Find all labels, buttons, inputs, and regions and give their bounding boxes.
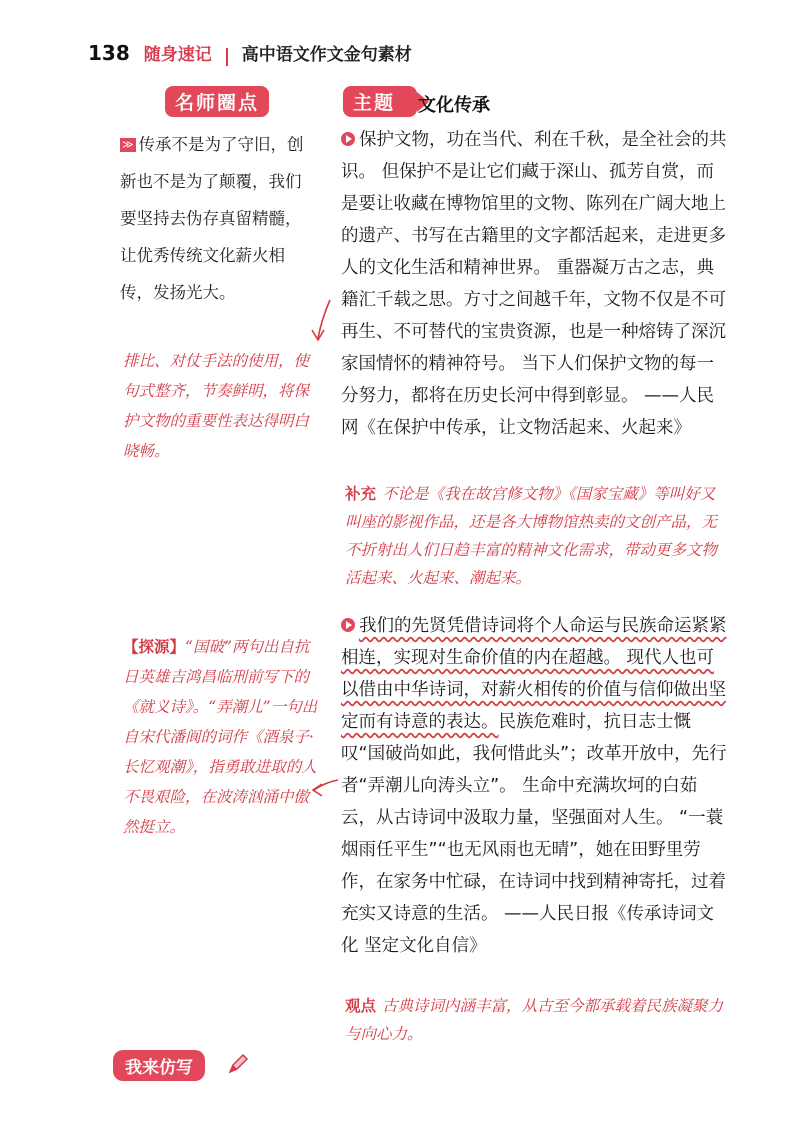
- viewpoint-tag: 观点: [345, 996, 377, 1015]
- supplement-text: 不论是《我在故宫修文物》《国家宝藏》等叫好又叫座的影视作品，还是各大博物馆热卖的文创产品，无不折射出人们日趋丰富的精神文化需求，带动更多文物活起来、火起来、潮起来。: [345, 485, 718, 587]
- passage-2-underlined: 我们的先贤凭借诗词将个人命运与民族命运紧紧相连，实现对生命价值的内在超越。 现代人也可以借由中华诗词，对薪火相传的价值与信仰做出坚定而有诗意的表达。: [341, 616, 727, 732]
- passage-1-text: 保护文物，功在当代、利在千秋，是全社会的共识。 但保护不是让它们藏于深山、孤芳自赏，而是要让收藏在博物馆里的文物、陈列在广阔大地上的遗产、书写在古籍里的文字都活起来，走进更多人的文化生活和精神世界。 重器凝万古之志，典籍汇千载之思。方寸之间越千年，文物不仅是不可再生、不可替代的宝贵资源，也是一种熔铸了深沉家国情怀的精神符号。 当下人们保护文物的每一分努力，都将在历史长河中得到彰显。 ——人民网《在保护中传承，让文物活起来、火起来》: [341, 130, 727, 438]
- left-quote-text: 传承不是为了守旧，创新也不是为了颠覆，我们要坚持去伪存真留精髓，让优秀传统文化薪火相传，发扬光大。: [120, 135, 304, 302]
- source-text: “国破”两句出自抗日英雄吉鸿昌临刑前写下的《就义诗》。“弄潮儿”一句出自宋代潘阆的词作《酒泉子·长忆观潮》，指勇敢进取的人不畏艰险，在波涛汹涌中傲然挺立。: [123, 638, 318, 836]
- supplement-tag: 补充: [345, 484, 377, 503]
- series-name: 随身速记: [143, 45, 212, 65]
- viewpoint-text: 古典诗词内涵丰富，从古至今都承载着民族凝聚力与向心力。: [345, 997, 724, 1043]
- imitate-writing-label: 我来仿写: [113, 1050, 205, 1081]
- page-number: 138: [88, 41, 130, 65]
- topic-title: 文化传承: [418, 95, 490, 116]
- passage-2-text: 民族危难时，抗日志士慨叹“国破尚如此，我何惜此头”；改革开放中，先行者“弄潮儿向涛头立”。 生命中充满坎坷的白茹云，从古诗词中汲取力量，坚强面对人生。 “一蓑烟雨任平生”“也无风雨也无晴”，她在田野里劳作，在家务中忙碌，在诗词中找到精神寄托，过着充实又诗意的生活。 ——人民日报《传承诗词文化 坚定文化自信》: [341, 712, 727, 956]
- source-tag: 【探源】: [123, 637, 186, 656]
- teacher-notes-label: 名师圈点: [165, 86, 269, 117]
- quote-marker-icon: ≫: [122, 138, 134, 151]
- annotation-rhetoric: 排比、对仗手法的使用，使句式整齐，节奏鲜明，将保护文物的重要性表达得明白晓畅。: [123, 352, 310, 460]
- theme-label: 主题: [343, 86, 417, 117]
- book-title: 高中语文作文金句素材: [241, 45, 412, 65]
